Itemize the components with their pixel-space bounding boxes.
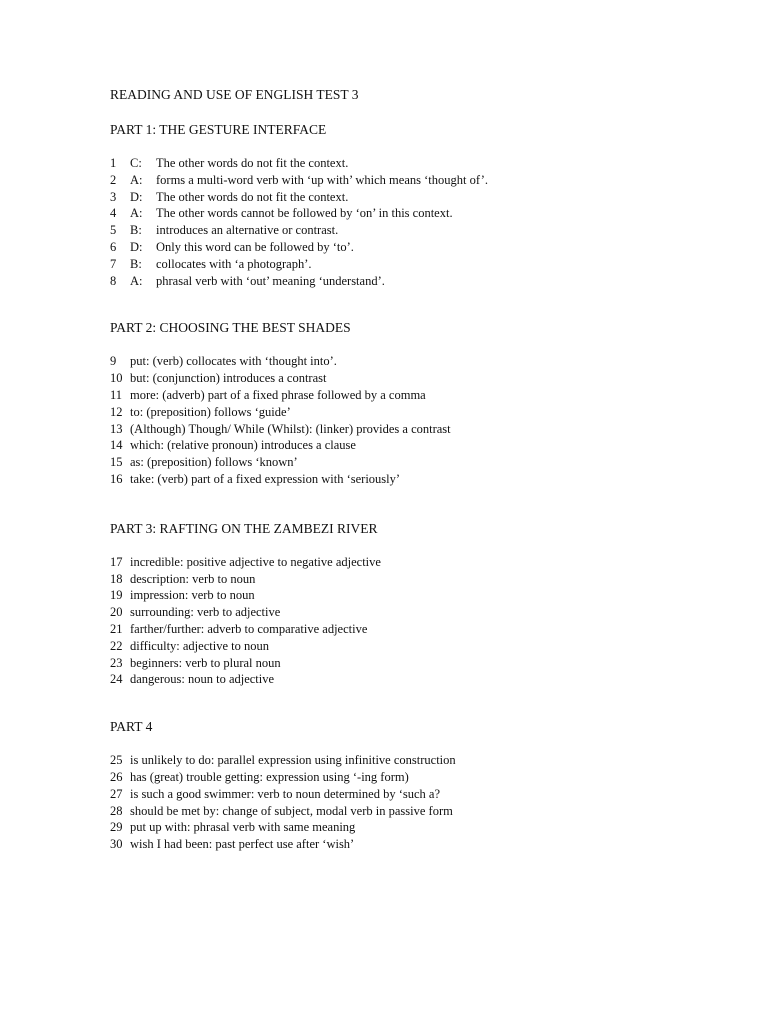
question-number: 17 (110, 554, 123, 569)
answer-explanation: surrounding: verb to adjective (130, 605, 281, 620)
answer-item (110, 571, 750, 588)
part-2-answer-list (110, 353, 750, 487)
answer-item (110, 621, 750, 638)
part-3-heading: PART 3: RAFTING ON THE ZAMBEZI RIVER (110, 520, 378, 536)
question-number: 19 (110, 588, 123, 603)
answer-explanation: introduces an alternative or contrast. (156, 223, 339, 238)
question-number: 14 (110, 438, 123, 453)
section-divider-space (110, 289, 750, 319)
answer-explanation: wish I had been: past perfect use after ‘wish’ (130, 837, 355, 852)
question-number: 27 (110, 786, 123, 801)
question-number: 18 (110, 571, 123, 586)
answer-item (110, 819, 750, 836)
answer-item (110, 786, 750, 803)
part-1-answer-list (110, 155, 750, 289)
question-number: 2 (110, 172, 117, 187)
question-number: 26 (110, 769, 123, 784)
answer-explanation: but: (conjunction) introduces a contrast (130, 371, 327, 386)
part-2-heading: PART 2: CHOOSING THE BEST SHADES (110, 320, 351, 336)
question-number: 13 (110, 421, 123, 436)
answer-item (110, 256, 750, 273)
answer-letter: B: (130, 256, 142, 271)
answer-item (110, 587, 750, 604)
answer-letter: D: (130, 189, 143, 204)
part-3-section (110, 520, 750, 688)
answer-item (110, 803, 750, 820)
answer-item (110, 172, 750, 189)
question-number: 8 (110, 273, 117, 288)
question-number: 16 (110, 471, 123, 486)
answer-explanation: description: verb to noun (130, 571, 256, 586)
question-number: 29 (110, 820, 123, 835)
answer-item (110, 222, 750, 239)
question-number: 24 (110, 672, 123, 687)
answer-explanation: The other words do not fit the context. (156, 189, 349, 204)
answer-letter: A: (130, 273, 143, 288)
answer-item (110, 189, 750, 206)
answer-explanation: incredible: positive adjective to negative adjective (130, 554, 381, 569)
answer-item (110, 353, 750, 370)
answer-explanation: dangerous: noun to adjective (130, 672, 275, 687)
answer-explanation: The other words do not fit the context. (156, 156, 349, 170)
answer-item (110, 471, 750, 488)
answer-explanation: put: (verb) collocates with ‘thought into’. (130, 354, 337, 369)
question-number: 23 (110, 655, 123, 670)
answer-letter: D: (130, 239, 143, 254)
question-number: 11 (110, 387, 123, 402)
answer-explanation: take: (verb) part of a fixed expression with ‘seriously’ (130, 471, 401, 486)
answer-item (110, 638, 750, 655)
answer-explanation: Only this word can be followed by ‘to’. (156, 239, 354, 254)
document-title: READING AND USE OF ENGLISH TEST 3 (110, 87, 359, 102)
answer-explanation: beginners: verb to plural noun (130, 655, 281, 670)
part-4-answer-list (110, 752, 750, 853)
question-number: 28 (110, 803, 123, 818)
answer-item (110, 239, 750, 256)
answer-item (110, 655, 750, 672)
answer-item (110, 421, 750, 438)
part-3-answer-list (110, 554, 750, 688)
answer-item (110, 370, 750, 387)
question-number: 20 (110, 605, 123, 620)
answer-item (110, 155, 750, 172)
answer-item (110, 387, 750, 404)
question-number: 7 (110, 256, 117, 271)
answer-item (110, 273, 750, 290)
answer-explanation: collocates with ‘a photograph’. (156, 256, 312, 271)
question-number: 1 (110, 156, 117, 170)
answer-letter: C: (130, 156, 142, 170)
answer-key-page (110, 86, 750, 853)
answer-item (110, 836, 750, 853)
question-number: 21 (110, 621, 123, 636)
part-4-heading: PART 4 (110, 719, 153, 735)
answer-explanation: is unlikely to do: parallel expression using infinitive construction (130, 753, 456, 768)
answer-explanation: as: (preposition) follows ‘known’ (130, 455, 298, 470)
answer-explanation: to: (preposition) follows ‘guide’ (130, 404, 291, 419)
answer-letter: B: (130, 223, 142, 238)
section-divider-space (110, 688, 750, 718)
question-number: 4 (110, 206, 117, 221)
question-number: 12 (110, 404, 123, 419)
section-divider-space (110, 488, 750, 520)
answer-explanation: more: (adverb) part of a fixed phrase followed by a comma (130, 387, 426, 402)
answer-item (110, 554, 750, 571)
answer-explanation: phrasal verb with ‘out’ meaning ‘understand’. (156, 273, 385, 288)
answer-letter: A: (130, 206, 143, 221)
answer-explanation: forms a multi-word verb with ‘up with’ which means ‘thought of’. (156, 172, 488, 187)
question-number: 5 (110, 223, 117, 238)
question-number: 9 (110, 354, 117, 369)
answer-explanation: difficulty: adjective to noun (130, 638, 269, 653)
answer-explanation: farther/further: adverb to comparative adjective (130, 621, 368, 636)
answer-item (110, 604, 750, 621)
part-1-heading: PART 1: THE GESTURE INTERFACE (110, 122, 327, 137)
question-number: 30 (110, 837, 123, 852)
answer-explanation: has (great) trouble getting: expression using ‘-ing form) (130, 769, 409, 784)
answer-item (110, 437, 750, 454)
answer-explanation: put up with: phrasal verb with same meaning (130, 820, 356, 835)
answer-explanation: which: (relative pronoun) introduces a clause (130, 438, 356, 453)
answer-letter: A: (130, 172, 143, 187)
answer-explanation: should be met by: change of subject, modal verb in passive form (130, 803, 453, 818)
question-number: 25 (110, 753, 123, 768)
question-number: 15 (110, 455, 123, 470)
answer-item (110, 769, 750, 786)
question-number: 10 (110, 371, 123, 386)
answer-item (110, 671, 750, 688)
part-1-section (110, 121, 750, 289)
question-number: 6 (110, 239, 117, 254)
answer-item (110, 752, 750, 769)
answer-explanation: is such a good swimmer: verb to noun determined by ‘such a? (130, 786, 440, 801)
answer-item (110, 205, 750, 222)
answer-item (110, 404, 750, 421)
question-number: 3 (110, 189, 117, 204)
answer-item (110, 454, 750, 471)
part-4-section (110, 718, 750, 853)
answer-explanation: The other words cannot be followed by ‘on’ in this context. (156, 206, 453, 221)
answer-explanation: impression: verb to noun (130, 588, 255, 603)
part-2-section (110, 319, 750, 487)
answer-explanation: (Although) Though/ While (Whilst): (linker) provides a contrast (130, 421, 451, 436)
question-number: 22 (110, 638, 123, 653)
